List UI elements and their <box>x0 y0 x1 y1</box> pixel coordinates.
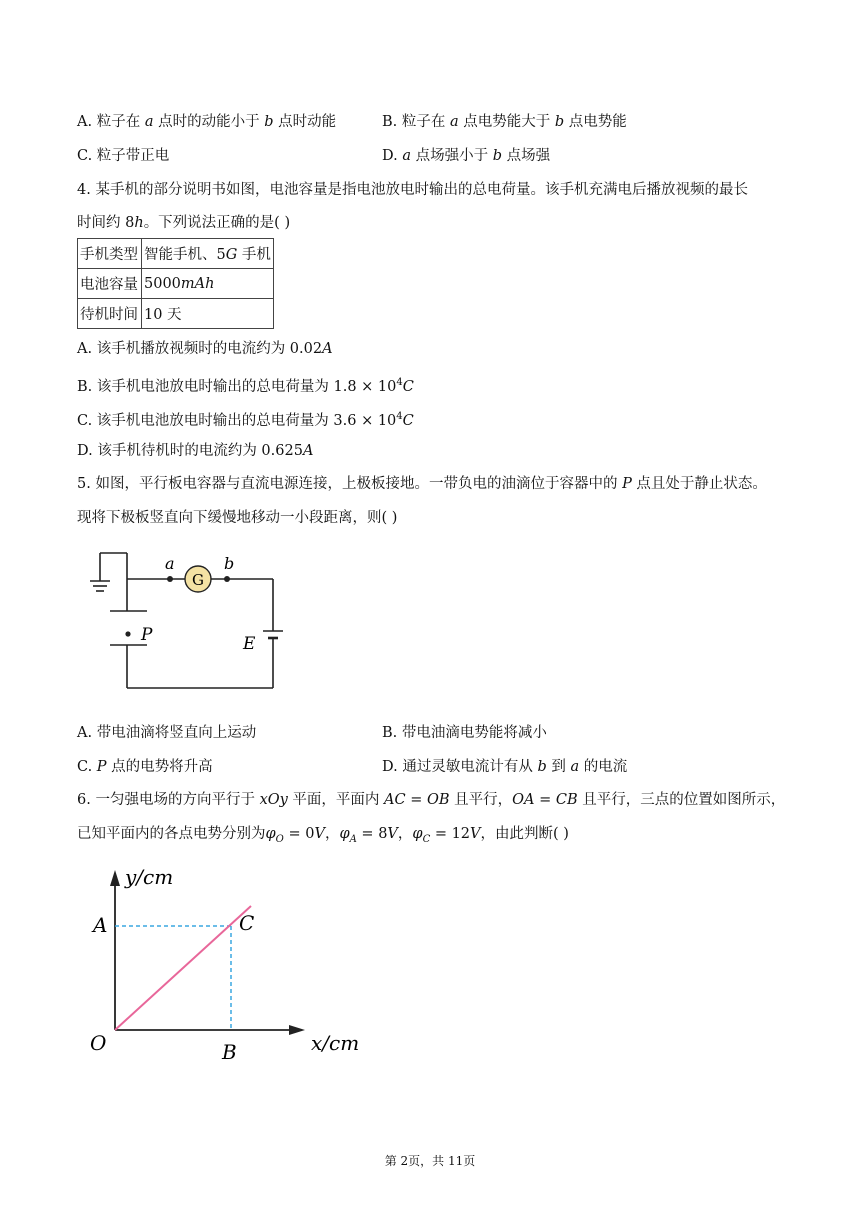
q3-option-d: D. a 点场强小于 b 点场强 <box>382 148 551 164</box>
phone-spec-table <box>77 238 274 329</box>
q4-stem-line1: 4. 某手机的部分说明书如图，电池容量是指电池放电时输出的总电荷量。该手机充满电后播放视频的最长 <box>77 182 748 198</box>
q5-option-d: D. 通过灵敏电流计有从 b 到 a 的电流 <box>382 759 628 775</box>
table-row <box>78 299 274 329</box>
y-axis-label: y/cm <box>125 865 174 889</box>
node-a-dot <box>167 576 173 582</box>
q6-stem-line2: 已知平面内的各点电势分别为$\varphi_O = 0V$，$\varphi_A = 8V$，$\varphi_C = 12V$，由此判断( ) <box>77 826 569 845</box>
q3-option-b: B. 粒子在 a 点电势能大于 b 点电势能 <box>382 114 627 130</box>
point-a-label: A <box>93 913 108 937</box>
q6-stem-line1: 6. 一匀强电场的方向平行于 xOy 平面，平面内 AC = OB 且平行，OA = CB 且平行，三点的位置如图所示， <box>77 792 786 808</box>
point-c-label: C <box>239 911 255 935</box>
node-b-dot <box>224 576 230 582</box>
q4-stem-line2: 时间约 8h。下列说法正确的是( ) <box>77 215 291 231</box>
table-row <box>78 269 274 299</box>
oil-drop-dot <box>125 631 130 636</box>
table-value: 5000mAh <box>142 269 274 299</box>
xoy-coordinate-figure <box>85 862 370 1077</box>
q4-option-b: B. 该手机电池放电时输出的总电荷量为 $1.8 \times 10^4C$ <box>77 377 414 395</box>
table-key: 手机类型 <box>78 239 142 269</box>
q3-option-a: A. 粒子在 a 点时的动能小于 b 点时动能 <box>77 114 337 130</box>
table-row <box>78 239 274 269</box>
table-value: 智能手机、5G 手机 <box>142 239 274 269</box>
q5-option-a: A. 带电油滴将竖直向上运动 <box>77 725 257 741</box>
point-p-label: P <box>141 625 153 645</box>
q5-stem-line2: 现将下极板竖直向下缓慢地移动一小段距离，则( ) <box>77 510 398 526</box>
q5-stem-line1: 5. 如图，平行板电容器与直流电源连接，上极板接地。一带负电的油滴位于容器中的 P 点且处于静止状态。 <box>77 476 767 492</box>
q4-option-c: C. 该手机电池放电时输出的总电荷量为 $3.6 \times 10^4C$ <box>77 411 414 429</box>
table-value: 10 天 <box>142 299 274 329</box>
node-b-label: b <box>224 554 235 573</box>
q4-option-d: D. 该手机待机时的电流约为 0.625A <box>77 443 314 459</box>
table-key: 电池容量 <box>78 269 142 299</box>
battery-e-label: E <box>243 634 256 654</box>
node-a-label: a <box>165 554 175 573</box>
q3-option-c: C. 粒子带正电 <box>77 148 170 164</box>
q5-option-b: B. 带电油滴电势能将减小 <box>382 725 547 741</box>
page-footer: 第 2页，共 11页 <box>384 1154 476 1168</box>
x-axis-label: x/cm <box>311 1031 360 1055</box>
table-key: 待机时间 <box>78 299 142 329</box>
x-axis-arrow-icon <box>289 1025 305 1035</box>
point-o-label: O <box>90 1031 107 1055</box>
point-b-label: B <box>222 1040 237 1064</box>
capacitor-circuit-figure <box>85 545 295 695</box>
q5-option-c: C. P 点的电势将升高 <box>77 759 213 775</box>
q4-option-a: A. 该手机播放视频时的电流约为 0.02A <box>77 341 333 357</box>
galvanometer-label: G <box>192 571 204 589</box>
y-axis-arrow-icon <box>110 870 120 886</box>
